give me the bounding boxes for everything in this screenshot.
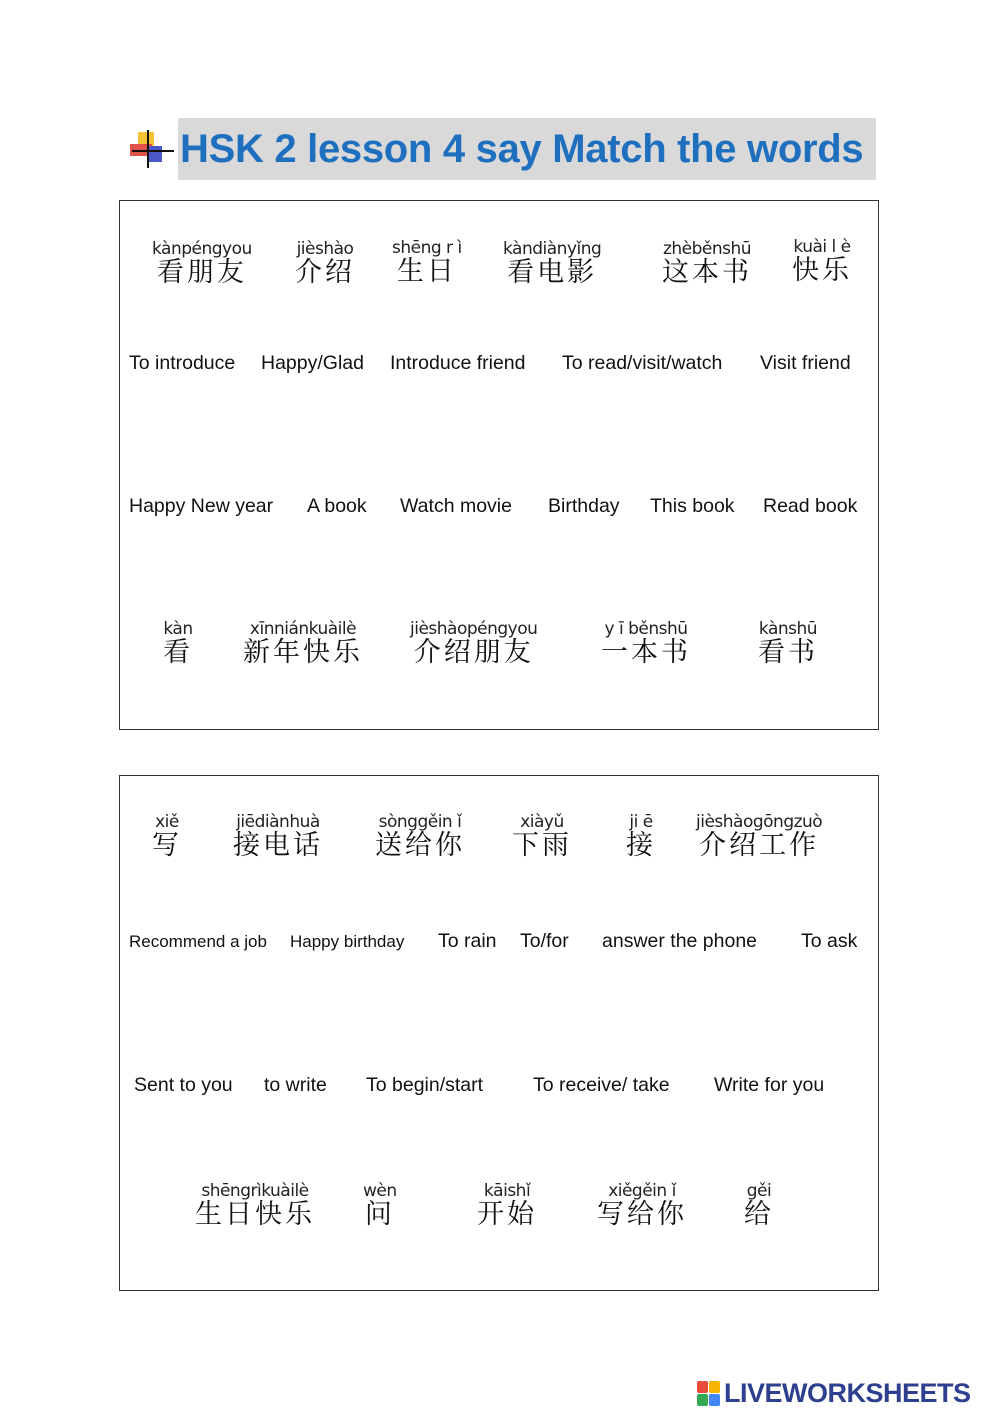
hanzi-word[interactable]: [392, 239, 462, 287]
english-option[interactable]: Birthday: [548, 495, 620, 517]
hanzi-label: 送给你: [375, 830, 465, 861]
hanzi-label: 看电影: [507, 257, 598, 288]
english-option[interactable]: to write: [264, 1074, 327, 1096]
pinyin-label: kàn: [163, 619, 193, 639]
english-option[interactable]: Happy birthday: [290, 932, 405, 951]
hanzi-word[interactable]: [696, 813, 822, 861]
hanzi-word[interactable]: [597, 1182, 687, 1230]
english-option[interactable]: Happy New year: [129, 495, 274, 517]
hanzi-word[interactable]: [243, 620, 363, 668]
hanzi-label: 问: [364, 1199, 395, 1230]
hanzi-label: 给: [744, 1199, 774, 1230]
pinyin-label: gěi: [746, 1181, 772, 1201]
page-title: HSK 2 lesson 4 say Match the words: [180, 126, 864, 171]
hanzi-word[interactable]: [195, 1182, 315, 1230]
title-bullet-icon: [128, 124, 178, 170]
hanzi-word[interactable]: [626, 813, 656, 861]
english-option[interactable]: Visit friend: [760, 352, 851, 374]
hanzi-label: 写给你: [597, 1199, 687, 1230]
english-option[interactable]: To receive/ take: [533, 1074, 670, 1096]
hanzi-label: 看朋友: [156, 257, 247, 288]
hanzi-word[interactable]: [295, 240, 355, 288]
pinyin-label: wèn: [363, 1181, 397, 1201]
english-option[interactable]: To begin/start: [366, 1074, 484, 1096]
hanzi-label: 看: [163, 637, 193, 668]
english-option[interactable]: Happy/Glad: [261, 352, 364, 374]
english-option[interactable]: A book: [307, 495, 367, 517]
pinyin-label: jièshàogōngzuò: [696, 812, 823, 832]
pinyin-label: y ī běnshū: [604, 619, 688, 639]
pinyin-label: kàndiànyǐng: [503, 239, 602, 259]
logo-text: LIVEWORKSHEETS: [724, 1378, 971, 1408]
english-option[interactable]: Introduce friend: [390, 352, 526, 374]
pinyin-label: xīnniánkuàilè: [249, 619, 357, 639]
hanzi-word[interactable]: [601, 620, 691, 668]
english-option[interactable]: This book: [650, 495, 735, 517]
pinyin-label: jièshàopéngyou: [410, 619, 538, 639]
liveworksheets-logo[interactable]: [697, 1378, 971, 1409]
hanzi-label: 生日快乐: [195, 1199, 315, 1230]
hanzi-label: 接: [626, 830, 656, 861]
english-option[interactable]: To ask: [801, 930, 858, 952]
hanzi-word[interactable]: [477, 1182, 537, 1230]
pinyin-label: kànpéngyou: [152, 239, 252, 259]
pinyin-label: xiěgěin ǐ: [608, 1181, 676, 1201]
hanzi-word[interactable]: [792, 238, 852, 286]
hanzi-label: 看书: [758, 637, 818, 668]
english-option[interactable]: Write for you: [714, 1074, 825, 1096]
hanzi-label: 介绍工作: [699, 830, 820, 861]
english-option[interactable]: Watch movie: [400, 495, 512, 517]
hanzi-word[interactable]: [375, 813, 465, 861]
hanzi-word[interactable]: [662, 240, 752, 288]
english-option[interactable]: To read/visit/watch: [562, 352, 723, 374]
hanzi-label: 这本书: [662, 257, 752, 288]
hanzi-label: 介绍朋友: [413, 637, 534, 668]
match-panel-2: [119, 775, 879, 1291]
hanzi-word[interactable]: [233, 813, 323, 861]
hanzi-label: 生日: [396, 256, 457, 287]
pinyin-label: zhèběnshū: [662, 239, 752, 259]
hanzi-label: 开始: [477, 1199, 537, 1230]
english-option[interactable]: Recommend a job: [129, 932, 267, 951]
hanzi-word[interactable]: [152, 240, 252, 288]
pinyin-label: kànshū: [758, 619, 818, 639]
english-option[interactable]: To rain: [438, 930, 497, 952]
hanzi-word[interactable]: [152, 813, 182, 861]
hanzi-word[interactable]: [163, 620, 193, 668]
pinyin-label: kuài l è: [793, 237, 851, 257]
pinyin-label: kāishǐ: [483, 1181, 531, 1201]
hanzi-word[interactable]: [410, 620, 537, 668]
pinyin-label: ji ē: [629, 812, 653, 832]
pinyin-label: shēng r ì: [392, 238, 462, 258]
match-panel-1: [119, 200, 879, 730]
hanzi-label: 一本书: [601, 637, 691, 668]
english-option[interactable]: To/for: [520, 930, 569, 952]
liveworksheets-logo-icon: [697, 1381, 720, 1406]
hanzi-word[interactable]: [758, 620, 818, 668]
pinyin-label: jiēdiànhuà: [236, 812, 320, 832]
english-option[interactable]: To introduce: [129, 352, 236, 374]
english-option[interactable]: Read book: [763, 495, 858, 517]
hanzi-label: 快乐: [792, 255, 852, 286]
english-option[interactable]: answer the phone: [602, 930, 758, 952]
hanzi-word[interactable]: [512, 813, 572, 861]
pinyin-label: xiě: [155, 812, 179, 832]
title-box: [178, 118, 876, 180]
hanzi-word[interactable]: [503, 240, 601, 288]
hanzi-word[interactable]: [363, 1182, 397, 1230]
hanzi-label: 下雨: [512, 830, 572, 861]
hanzi-label: 写: [152, 830, 182, 861]
pinyin-label: shēngrìkuàilè: [201, 1181, 309, 1201]
hanzi-word[interactable]: [744, 1182, 774, 1230]
pinyin-label: sònggěin ǐ: [378, 812, 462, 832]
pinyin-label: xiàyǔ: [520, 812, 564, 832]
hanzi-label: 介绍: [295, 257, 355, 288]
english-option[interactable]: Sent to you: [134, 1074, 233, 1096]
pinyin-label: jièshào: [296, 239, 354, 259]
hanzi-label: 新年快乐: [243, 637, 363, 668]
hanzi-label: 接电话: [233, 830, 323, 861]
